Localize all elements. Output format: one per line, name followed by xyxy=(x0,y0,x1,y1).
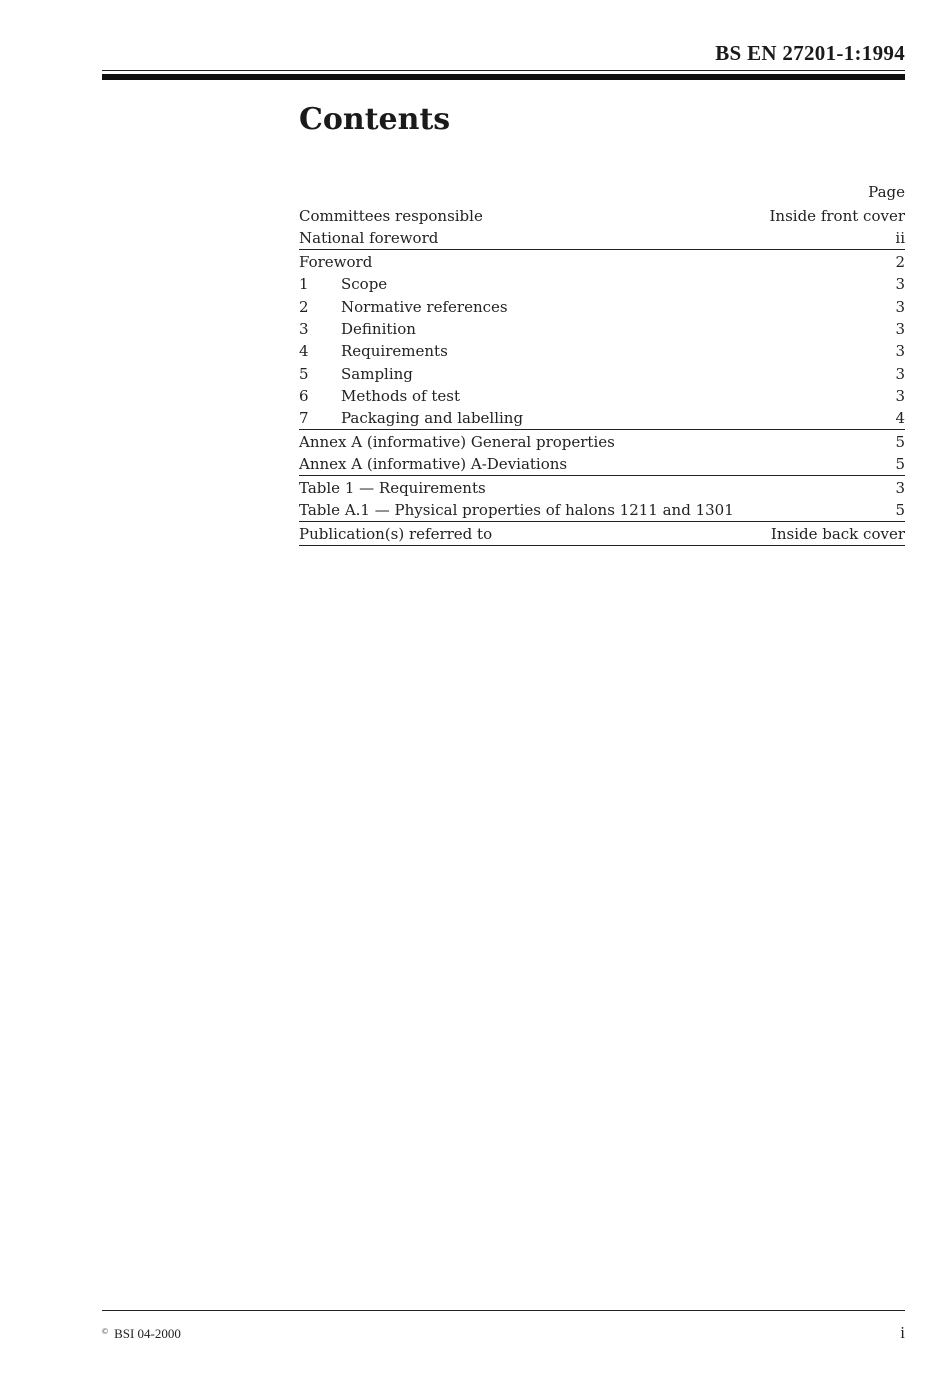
toc-entry-number: 4 xyxy=(299,342,309,361)
toc-entry-label: Requirements xyxy=(341,342,448,361)
toc-entry-label: Sampling xyxy=(341,364,413,383)
toc-entry-page: Inside back cover xyxy=(770,525,905,544)
toc-entry-label: Annex A (informative) A-Deviations xyxy=(299,455,568,474)
toc-entry-label: Definition xyxy=(341,319,416,338)
toc-entry-title xyxy=(299,407,523,429)
toc-entry[interactable] xyxy=(299,363,905,385)
toc-entry-page: 2 xyxy=(895,253,905,272)
header-rule-thin xyxy=(102,70,905,71)
toc-entry-title xyxy=(299,363,413,385)
toc-entry-title xyxy=(299,273,387,295)
toc-entry[interactable] xyxy=(299,273,905,295)
footer-copyright xyxy=(102,1326,181,1342)
page-title: Contents xyxy=(299,102,451,137)
toc-entry-number: 5 xyxy=(299,364,309,383)
toc-entry-label: Foreword xyxy=(299,253,373,272)
toc-entry[interactable] xyxy=(299,523,905,546)
toc-entry-title xyxy=(299,227,438,249)
toc-entry-title xyxy=(299,431,615,453)
toc-page-column-label: Page xyxy=(868,183,905,201)
toc-entry[interactable] xyxy=(299,431,905,453)
toc-entry-label: Table 1 — Requirements xyxy=(299,479,486,498)
table-of-contents xyxy=(299,205,905,546)
toc-entry-number: 1 xyxy=(299,275,309,294)
toc-entry-page: ii xyxy=(895,229,905,248)
toc-entry-page: 5 xyxy=(895,501,905,520)
toc-entry-page: 3 xyxy=(895,479,905,498)
toc-entry-title xyxy=(299,251,372,273)
footer-page-number: i xyxy=(900,1323,905,1342)
toc-entry[interactable] xyxy=(299,251,905,273)
toc-entry-number: 2 xyxy=(299,297,309,316)
toc-entry-page: 4 xyxy=(895,409,905,428)
toc-entry[interactable] xyxy=(299,499,905,522)
toc-entry-label: Publication(s) referred to xyxy=(299,525,493,544)
toc-entry-label: Methods of test xyxy=(341,386,461,405)
toc-entry-label: Committees responsible xyxy=(299,207,483,225)
toc-entry-label: Scope xyxy=(341,275,388,294)
header-rule-thick xyxy=(102,74,905,80)
copyright-symbol: © xyxy=(102,1327,109,1336)
toc-entry-page: 3 xyxy=(895,364,905,383)
toc-entry-title xyxy=(299,205,483,227)
toc-entry[interactable] xyxy=(299,407,905,430)
toc-entry[interactable] xyxy=(299,340,905,362)
toc-entry-title xyxy=(299,296,508,318)
document-identifier: BS EN 27201-1:1994 xyxy=(715,41,905,65)
toc-entry-page: 5 xyxy=(895,455,905,474)
toc-entry[interactable] xyxy=(299,227,905,250)
toc-entry-page: 3 xyxy=(895,386,905,405)
toc-entry-label: Normative references xyxy=(341,297,508,316)
toc-entry-label: Annex A (informative) General properties xyxy=(299,432,615,451)
toc-entry-title xyxy=(299,385,460,407)
toc-entry[interactable] xyxy=(299,477,905,499)
toc-entry[interactable] xyxy=(299,205,905,227)
toc-entry-label: Packaging and labelling xyxy=(341,409,524,428)
toc-entry-page: 3 xyxy=(895,319,905,338)
toc-entry-title xyxy=(299,318,416,340)
toc-entry[interactable] xyxy=(299,453,905,476)
toc-entry-page: 3 xyxy=(895,297,905,316)
copyright-text: BSI 04-2000 xyxy=(114,1326,181,1341)
footer-rule xyxy=(102,1310,905,1311)
toc-entry-label: National foreword xyxy=(299,229,439,248)
toc-entry-page: 5 xyxy=(895,432,905,451)
toc-entry-title xyxy=(299,340,448,362)
toc-entry-page: 3 xyxy=(895,342,905,361)
toc-entry-page: Inside front cover xyxy=(769,207,905,225)
toc-entry-number: 6 xyxy=(299,386,309,405)
toc-entry[interactable] xyxy=(299,296,905,318)
toc-entry-number: 3 xyxy=(299,319,309,338)
toc-entry-title xyxy=(299,453,567,475)
toc-entry-title xyxy=(299,477,486,499)
toc-entry[interactable] xyxy=(299,385,905,407)
toc-entry[interactable] xyxy=(299,318,905,340)
toc-entry-page: 3 xyxy=(895,275,905,294)
toc-entry-title xyxy=(299,523,492,545)
toc-entry-title xyxy=(299,499,734,521)
toc-entry-label: Table A.1 — Physical properties of halons 1211 and 1301 xyxy=(299,501,734,520)
toc-entry-number: 7 xyxy=(299,409,309,428)
